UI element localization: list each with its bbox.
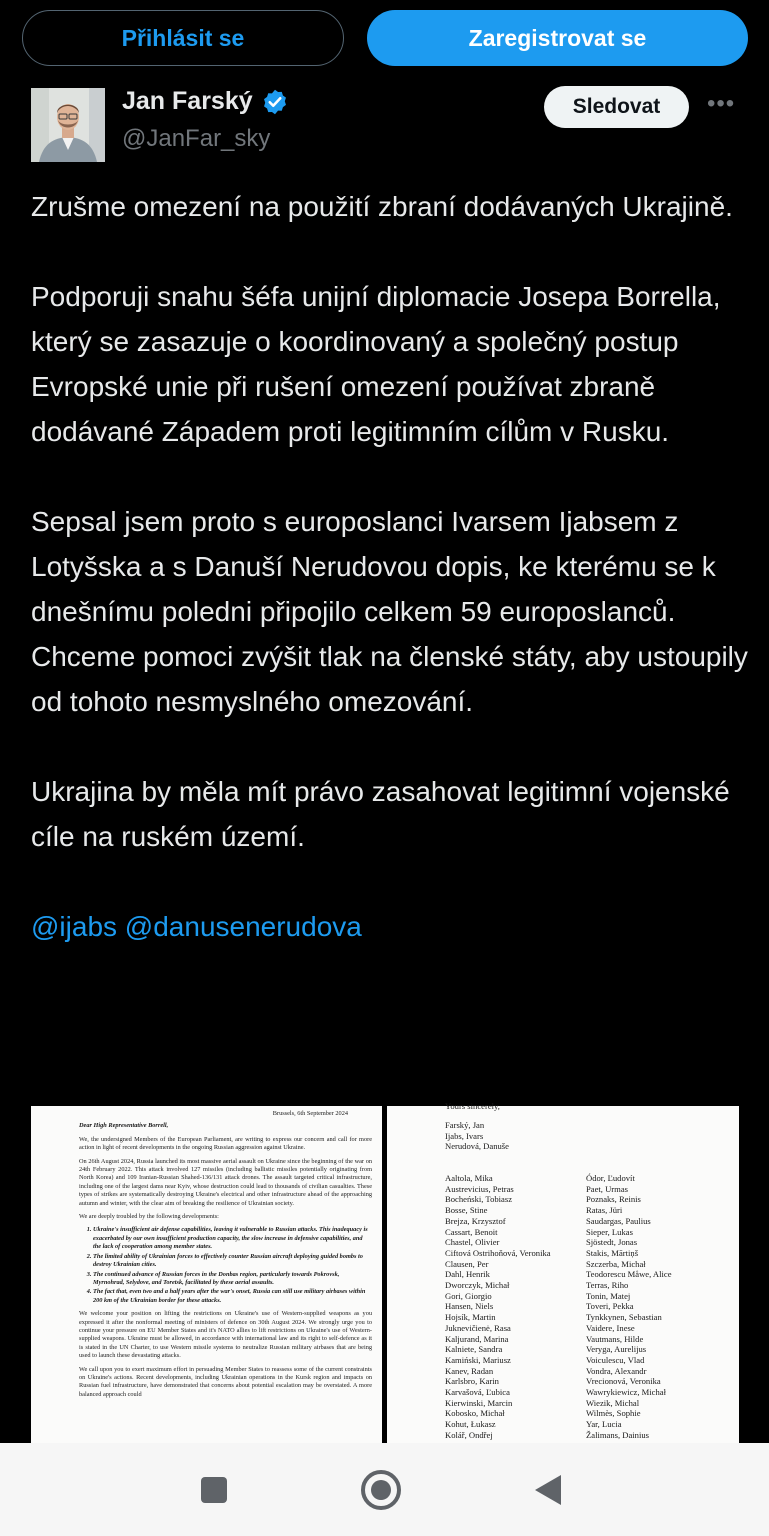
circle-icon[interactable] [356, 1465, 406, 1515]
signatory-name: Sjöstedt, Jonas [586, 1237, 638, 1248]
letter-list-item: 3. The continued advance of Russian forces in the Donbas region, particularly towards Pokrovsk, Myrnohrad, Selydove, and Toretsk, facilitated by these aerial assaults. [93, 1271, 372, 1288]
more-options-icon[interactable]: ••• [707, 90, 736, 117]
signatory-name: Hansen, Niels [445, 1301, 494, 1312]
signatory-name: Kamiński, Mariusz [445, 1354, 511, 1365]
tweet-paragraph: Podporuji snahu šéfa unijní diplomacie Josepa Borrella, který se zasazuje o koordinovaný a společný postup Evropské unie při rušení omezení používat zbraně dodávané Západem proti legitimním cílům v Rusku. [31, 281, 721, 447]
signatory-name: Tonin, Matej [586, 1290, 631, 1301]
signatory-name: Juknevičienė, Rasa [445, 1322, 511, 1333]
signatories-column [586, 1173, 672, 1451]
tweet-text [31, 184, 751, 949]
signatory-name: Vondra, Alexandr [586, 1365, 647, 1376]
letter-list-item: 4. The fact that, even two and a half years after the war's onset, Russia can still use military airbases within 200 km of the Ukrainian border for these attacks. [93, 1288, 372, 1305]
letter-paragraph: We, the undersigned Members of the European Parliament, are writing to express our concern and call for more action in light of recent developments in the ongoing Russian aggression against Ukraine. [79, 1135, 372, 1152]
verified-badge-icon [261, 88, 289, 116]
signatory-name: Dworczyk, Michał [445, 1280, 510, 1291]
tweet-mentions [31, 904, 751, 949]
signatory-name: Voiculescu, Vlad [586, 1354, 645, 1365]
signatory-name: Aaltola, Mika [445, 1173, 493, 1183]
mention-link[interactable]: @ijabs [31, 911, 118, 942]
signatory-name: Brejza, Krzysztof [445, 1215, 506, 1226]
initiator-name: Farský, Jan [445, 1120, 485, 1130]
triangle-back-icon[interactable] [523, 1465, 573, 1515]
avatar-person-icon [31, 88, 105, 162]
initiator-name: Nerudová, Danuše [445, 1141, 509, 1152]
signatory-name: Ciftová Ostrihoňová, Veronika [445, 1247, 551, 1258]
signatories-column [445, 1173, 551, 1462]
letter-page-image[interactable] [31, 1106, 382, 1444]
author-name-row [122, 87, 289, 116]
signatory-name: Paet, Urmas [586, 1183, 629, 1194]
signatory-name: Tynkkynen, Sebastian [586, 1312, 662, 1323]
signatory-name: Bocheński, Tobiasz [445, 1194, 513, 1205]
signatory-name: Yar, Lucia [586, 1419, 622, 1430]
letter-list-item: 2. The limited ability of Ukrainian forces to effectively counter Russian aircraft deploying guided bombs to destroy Ukrainian cities. [93, 1253, 372, 1270]
signatory-name: Vaidere, Inese [586, 1322, 635, 1333]
signatory-name: Poznaks, Reinis [586, 1194, 641, 1205]
letter-list [79, 1226, 372, 1305]
signatory-name: Wawrykiewicz, Michał [586, 1387, 666, 1398]
login-button[interactable]: Přihlásit se [22, 10, 344, 66]
letter-paragraph: We welcome your position on lifting the restrictions on Ukraine's use of Western-supplied weapons as you expressed it after the nonformal meeting of ministers of defence on 30th August 2024. We strongly urge you to continue your pressure on EU Member States and it's NATO allies to lift restrictions on Ukraine's use of Western-supplied weapons. Ukraine must be allowed, in accordance with international law and its right to self-defence as it is stated in the UN Charter, to use Western missile systems to neutralize Russian military airbases that are being used to launch these devastating attacks. [79, 1310, 372, 1360]
letter-salutation: Dear High Representative Borrell, [79, 1122, 169, 1130]
signatures-page-image[interactable] [387, 1101, 739, 1444]
signatory-name: Karvašová, Ľubica [445, 1387, 510, 1398]
signatory-name: Sieper, Lukas [586, 1226, 633, 1237]
signatory-name: Wilmès, Sophie [586, 1408, 641, 1419]
signatory-name: Bosse, Stine [445, 1205, 488, 1216]
signatory-name: Kierwinski, Marcin [445, 1397, 513, 1408]
signatory-name: Dahl, Henrik [445, 1269, 490, 1280]
initiators-list [445, 1120, 509, 1152]
signatory-name: Austrevicius, Petras [445, 1183, 514, 1194]
tweet-paragraph: Sepsal jsem proto s europoslanci Ivarsem Ijabsem z Lotyšska a s Danuší Nerudovou dopis, ke kterému se k dnešnímu poledni připojilo celkem 59 europoslanců. Chceme pomoci zvýšit tlak na členské státy, aby ustoupily od tohoto nesmyslného omezování. [31, 506, 748, 717]
tweet-paragraph: Zrušme omezení na použití zbraní dodávaných Ukrajině. [31, 191, 733, 222]
signatory-name: Ódor, Ľudovít [586, 1173, 635, 1183]
letter-paragraph: We call upon you to exert maximum effort in persuading Member States to reassess some of the current constraints on Ukraine's actions. Recent developments, including Ukrainian operations in the Kursk region and impacts on Russian fuel infrastructure, have demonstrated that concerns about potential escalation may be overstated. A more balanced approach could [79, 1365, 372, 1398]
signatory-name: Karlsbro, Karin [445, 1376, 499, 1387]
signatory-name: Saudargas, Paulius [586, 1215, 651, 1226]
signatory-name: Kaljurand, Marina [445, 1333, 509, 1344]
signatory-name: Kalniete, Sandra [445, 1344, 503, 1355]
letter-list-item: 1. Ukraine's insufficient air defense capabilities, leaving it vulnerable to Russian attacks. This inadequacy is exacerbated by our own insufficient production capacity, the slow increase in defensive capabilities, and the lack of cooperation among member states. [93, 1226, 372, 1251]
signatory-name: Vautmans, Hilde [586, 1333, 644, 1344]
signatory-name: Veryga, Aurelijus [586, 1344, 647, 1355]
initiator-name: Ijabs, Ivars [445, 1130, 484, 1141]
signatory-name: Cassart, Benoit [445, 1226, 498, 1237]
signatory-name: Kobosko, Michał [445, 1408, 505, 1419]
tweet-paragraph: Ukrajina by měla mít právo zasahovat legitimní vojenské cíle na ruském území. [31, 776, 730, 852]
signatory-name: Kolář, Ondřej [445, 1429, 493, 1440]
signatory-name: Gori, Giorgio [445, 1290, 492, 1301]
author-handle[interactable]: @JanFar_sky [122, 125, 271, 152]
register-button[interactable]: Zaregistrovat se [367, 10, 748, 66]
letter-date: Brussels, 6th September 2024 [272, 1110, 348, 1117]
letter-paragraph: We are deeply troubled by the following developments: [79, 1213, 219, 1221]
signatory-name: Ratas, Jüri [586, 1205, 623, 1216]
signatory-name: Kanev, Radan [445, 1365, 494, 1376]
system-navigation-bar [0, 1443, 769, 1536]
square-icon[interactable] [189, 1465, 239, 1515]
tweet-author [0, 85, 769, 165]
signatory-name: Toveri, Pekka [586, 1301, 634, 1312]
letter-closing: Yours sincerely, [445, 1101, 500, 1111]
signatory-name: Hojsík, Martin [445, 1312, 496, 1323]
signatory-name: Szczerba, Michał [586, 1258, 646, 1269]
signatory-name: Clausen, Per [445, 1258, 489, 1269]
avatar[interactable] [31, 88, 105, 162]
signatory-name: Wiezik, Michal [586, 1397, 640, 1408]
signatory-name: Žalimans, Dainius [586, 1429, 650, 1440]
auth-bar [0, 0, 769, 80]
tweet-media[interactable] [31, 1101, 739, 1444]
signatory-name: Chastel, Olivier [445, 1237, 500, 1248]
signatory-name: Terras, Riho [586, 1280, 629, 1291]
signatory-name: Vrecionová, Veronika [586, 1376, 661, 1387]
letter-paragraph: On 26th August 2024, Russia launched its most massive aerial assault on Ukraine since the beginning of the war on 24th February 2022. This attack involved 127 missiles (including ballistic missiles potentially originating from North Korea) and 109 Iranian-Russian Shahed-136/131 attack drones. The assault targeted critical infrastructure, including one of the largest dams near Kyiv, whose destruction could lead to thousands of civilian casualties. These types of strikes are systematically destroying Ukraine's electrical and other infrastructure ahead of the approaching autumn and winter, with the clear aim of breaking the resilience of Ukrainian society. [79, 1157, 372, 1207]
author-name[interactable]: Jan Farský [122, 87, 253, 115]
signatory-name: Stakis, Mārtiņš [586, 1247, 639, 1258]
signatory-name: Teodorescu Måwe, Alice [586, 1269, 672, 1280]
mention-link[interactable]: @danusenerudova [124, 911, 362, 942]
signatory-name: Kohut, Łukasz [445, 1419, 496, 1430]
follow-button[interactable]: Sledovat [544, 86, 689, 128]
